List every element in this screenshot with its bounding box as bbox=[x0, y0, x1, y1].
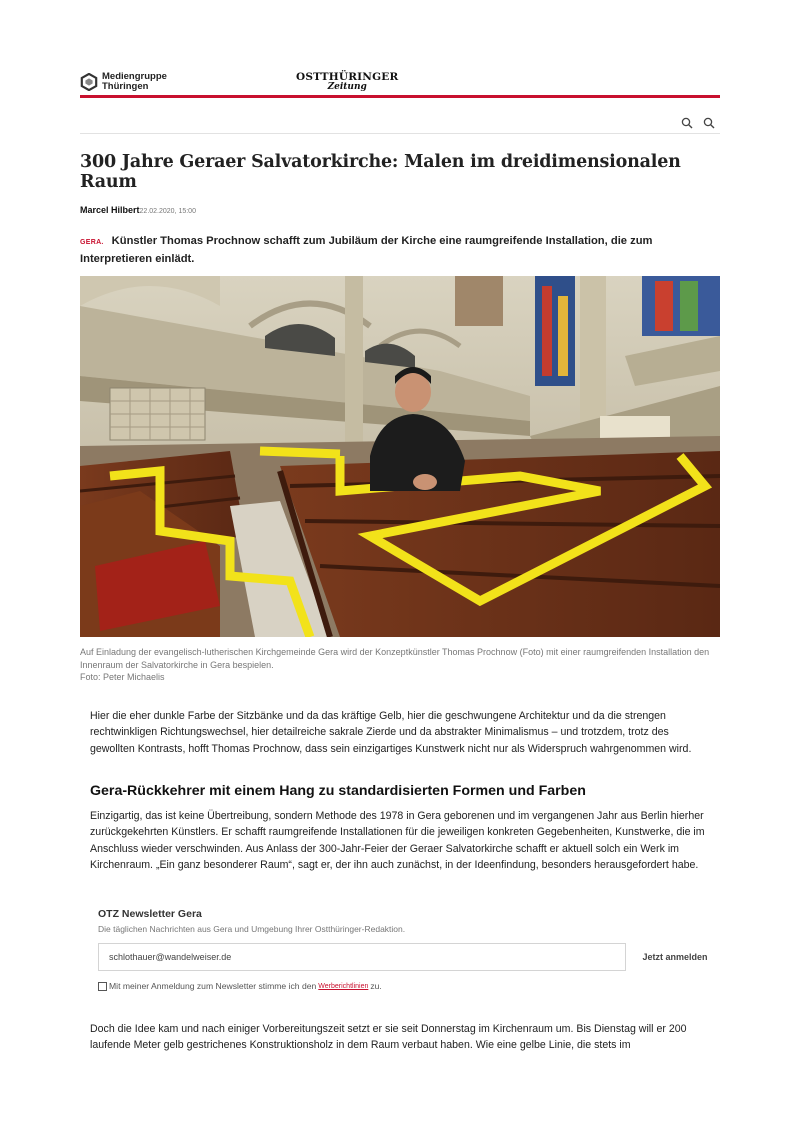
teaser-text: Künstler Thomas Prochnow schafft zum Jubiläum der Kirche eine raumgreifende Installation, die zum Interpretieren einlädt. bbox=[80, 235, 653, 265]
church-interior-photo bbox=[80, 276, 720, 637]
newsletter-subscribe-button[interactable]: Jetzt anmelden bbox=[632, 943, 718, 971]
hexagon-logo-icon bbox=[80, 73, 98, 91]
consent-text-end: zu. bbox=[370, 981, 382, 991]
search-icon[interactable] bbox=[681, 117, 693, 129]
byline bbox=[80, 205, 196, 215]
location-tag: GERA. bbox=[80, 239, 104, 246]
newsletter-subtitle: Die täglichen Nachrichten aus Gera und Umgebung Ihrer Ostthüringer-Redaktion. bbox=[98, 924, 406, 934]
newspaper-logo-line2: Zeitung bbox=[327, 82, 367, 92]
publisher-logo[interactable] bbox=[80, 72, 167, 92]
photo-caption bbox=[80, 646, 720, 684]
consent-link[interactable]: Werberichtlinien bbox=[318, 982, 369, 990]
article-teaser bbox=[80, 233, 710, 268]
article-paragraph: Doch die Idee kam und nach einiger Vorbereitungszeit setzt er sie seit Donnerstag im Kirchenraum um. Bis Dienstag will er 200 laufende Meter gelb gestrichenes Konstruktionsholz in dem Raum verbaut haben. Wie eine gelbe Linie, die stets im bbox=[90, 1023, 687, 1052]
newsletter-consent bbox=[98, 981, 382, 991]
header-red-rule bbox=[80, 95, 720, 98]
article-paragraph: Einzigartig, das ist keine Übertreibung, sondern Methode des 1978 in Gera geborenen und im vergangenen Jahr aus Berlin hierher zurückgekehrten Künstlers. Er schafft raumgreifende Installationen für die jeweiligen konkreten Gegebenheiten, Kunstwerke, die im Anschluss wieder verschwinden. Aus Anlass der 300-Jahr-Feier der Geraer Salvatorkirche schafft er aktuell solch ein Werk im Kirchenraum. „Ein ganz besonderer Raum“, sagt er, der ihn auch zunächst, in der Ideenfindung, besonders herausgefordert habe. bbox=[90, 810, 705, 872]
nav-divider bbox=[80, 133, 720, 134]
caption-text: Auf Einladung der evangelisch-lutherischen Kirchgemeinde Gera wird der Konzeptkünstler Thomas Prochnow (Foto) mit einer raumgreifenden Installation den Innenraum der Salvatorkirche in Gera bespielen. bbox=[80, 647, 710, 670]
photo-credit: Foto: Peter Michaelis bbox=[80, 672, 165, 682]
brand-bar bbox=[80, 70, 720, 96]
search-icon[interactable] bbox=[703, 117, 715, 129]
article-paragraph: Hier die eher dunkle Farbe der Sitzbänke und da das kräftige Gelb, hier die geschwungene Architektur und da die strengen rechtwinkligen Richtungswechsel, hier detailreiche sakrale Zierde und da abstrakter Minimalismus – und trotzdem, trotz des gewollten Kontrasts, hofft Thomas Prochnow, dass sein einzigartiges Kunstwerk nicht nur als Widerspruch wahrgenommen wird. bbox=[90, 710, 692, 755]
newspaper-logo[interactable] bbox=[296, 72, 398, 92]
newsletter-email-input[interactable]: schlothauer@wandelweiser.de bbox=[98, 943, 626, 971]
article-subheading: Gera-Rückkehrer mit einem Hang zu standardisierten Formen und Farben bbox=[90, 783, 586, 799]
publish-date: 22.02.2020, 15:00 bbox=[139, 208, 196, 215]
article-title: 300 Jahre Geraer Salvatorkirche: Malen im dreidimensionalen Raum bbox=[80, 152, 681, 192]
author-name[interactable]: Marcel Hilbert bbox=[80, 205, 140, 215]
consent-text: Mit meiner Anmeldung zum Newsletter stimme ich den bbox=[109, 981, 317, 991]
article-photo[interactable] bbox=[80, 276, 720, 637]
newspaper-logo-line1: OSTTHÜRINGER bbox=[296, 71, 399, 83]
consent-checkbox[interactable] bbox=[98, 982, 107, 991]
newsletter-title: OTZ Newsletter Gera bbox=[98, 908, 202, 920]
publisher-logo-line2: Thüringen bbox=[102, 81, 149, 92]
publisher-logo-line1: Mediengruppe bbox=[102, 71, 167, 82]
